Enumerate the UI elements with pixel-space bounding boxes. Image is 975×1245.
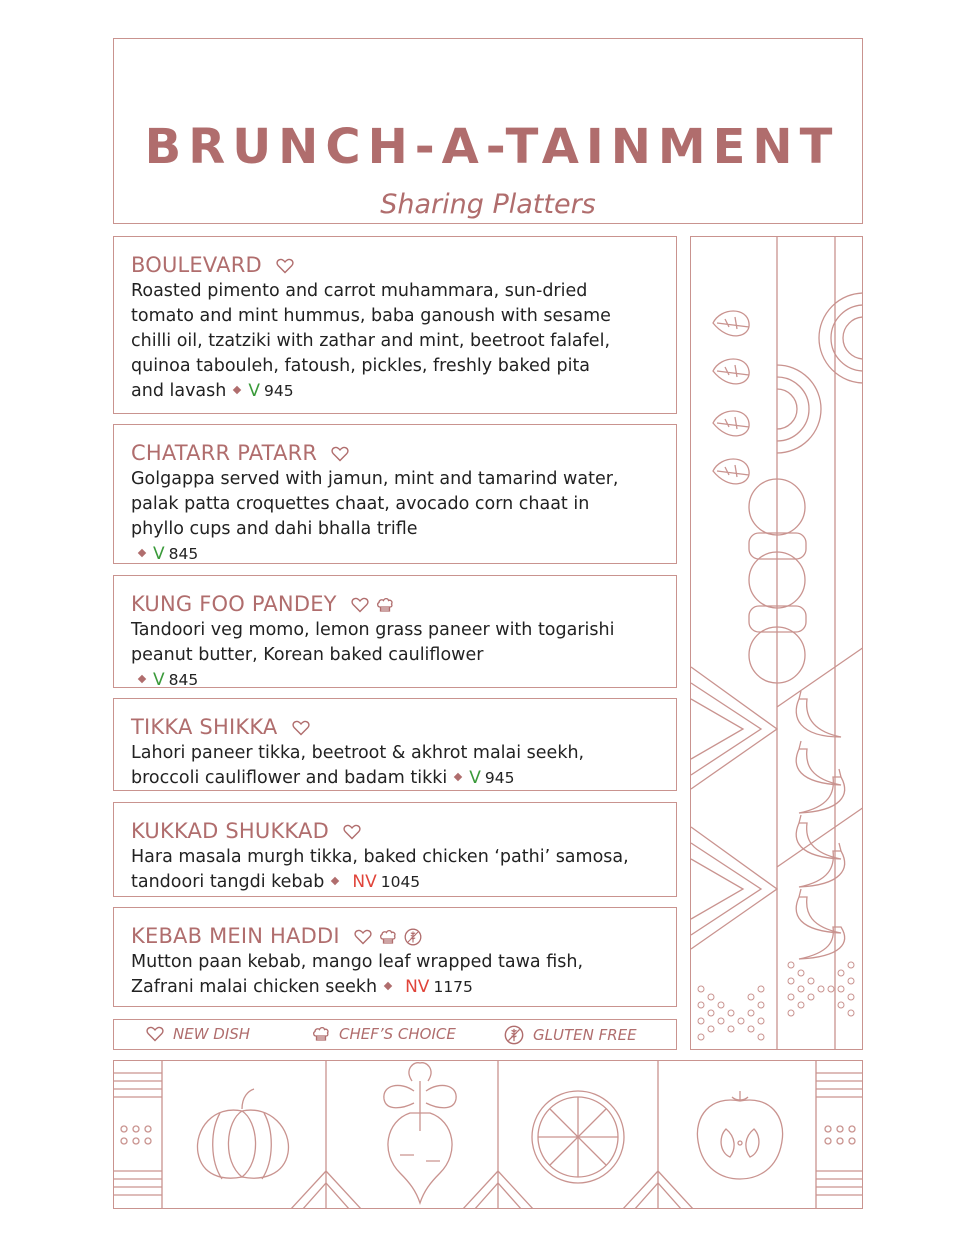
chef-hat-icon <box>312 1026 330 1042</box>
menu-item-kebab-mein-haddi <box>113 907 677 1007</box>
item-name: TIKKA SHIKKA <box>131 715 278 739</box>
diet-label: NV <box>405 977 430 997</box>
legend-chefs-choice <box>312 1025 456 1043</box>
legend <box>113 1019 677 1050</box>
item-price: 945 <box>484 769 515 787</box>
menu-subtitle: Sharing Platters <box>380 189 596 220</box>
menu-item-chatarr-patarr <box>113 424 677 564</box>
item-badges <box>354 928 422 946</box>
menu-item-tikka-shikka <box>113 698 677 791</box>
item-name: BOULEVARD <box>131 253 262 277</box>
diet-label: NV <box>352 872 377 892</box>
desc-line: Mutton paan kebab, mango leaf wrapped tawa fish, <box>131 952 584 972</box>
spinach-leaf-icon <box>713 311 749 336</box>
item-price: 945 <box>264 382 294 400</box>
decorative-footer <box>113 1060 863 1209</box>
desc-line: Golgappa served with jamun, mint and tamarind water, <box>131 469 619 489</box>
chilli-icon <box>796 815 841 859</box>
skewer-illustration <box>691 237 863 1050</box>
desc-line: Roasted pimento and carrot muhammara, sun-dried <box>131 281 588 301</box>
item-description <box>131 618 660 693</box>
spinach-leaf-icon <box>713 411 749 436</box>
chilli-icon <box>799 769 845 813</box>
menu-item-boulevard <box>113 236 677 414</box>
wheat-icon <box>504 1025 524 1045</box>
item-description <box>131 467 660 567</box>
item-description <box>131 845 660 895</box>
separator-diamond <box>331 877 339 885</box>
desc-line: Lahori paneer tikka, beetroot & akhrot malai seekh, <box>131 743 585 763</box>
legend-label: NEW DISH <box>173 1025 251 1043</box>
desc-line: tandoori tangdi kebab <box>131 872 325 892</box>
chef-hat-icon <box>379 929 397 945</box>
diet-label: V <box>153 670 165 690</box>
desc-line: phyllo cups and dahi bhalla trifle <box>131 519 418 539</box>
menu-header <box>113 38 863 224</box>
vegetable-illustrations <box>114 1061 863 1209</box>
desc-line: broccoli cauliflower and badam tikki <box>131 768 448 788</box>
chef-hat-icon <box>376 597 394 613</box>
heart-icon <box>146 1026 164 1042</box>
desc-line: tomato and mint hummus, baba ganoush with sesame <box>131 306 611 326</box>
desc-line: quinoa tabouleh, fatoush, pickles, freshly baked pita <box>131 356 591 376</box>
item-name: KUKKAD SHUKKAD <box>131 819 329 843</box>
heart-icon <box>351 597 369 613</box>
item-badges <box>351 597 394 613</box>
tomato-icon <box>697 1091 782 1179</box>
diet-label: V <box>248 381 261 401</box>
wheat-icon <box>404 928 422 946</box>
item-price: 1175 <box>433 978 473 996</box>
heart-icon <box>331 446 349 462</box>
item-description <box>131 950 660 1000</box>
item-badges <box>343 824 361 840</box>
desc-line: Zafrani malai chicken seekh <box>131 977 378 997</box>
heart-icon <box>292 720 310 736</box>
heart-icon <box>354 929 372 945</box>
diet-label: V <box>469 768 481 788</box>
desc-line: chilli oil, tzatziki with zathar and mint, beetroot falafel, <box>131 331 611 351</box>
item-price: 845 <box>168 671 199 689</box>
heart-icon <box>276 258 294 274</box>
legend-label: GLUTEN FREE <box>533 1026 637 1044</box>
legend-gluten-free <box>504 1025 637 1045</box>
menu-item-kung-foo-pandey <box>113 575 677 688</box>
diet-label: V <box>153 544 165 564</box>
desc-line: palak patta croquettes chaat, avocado corn chaat in <box>131 494 590 514</box>
separator-diamond <box>454 773 462 781</box>
menu-item-kukkad-shukkad <box>113 802 677 897</box>
orange-slice-icon <box>532 1091 624 1183</box>
item-name: KEBAB MEIN HADDI <box>131 924 340 948</box>
separator-diamond <box>138 549 146 557</box>
item-badges <box>276 258 294 274</box>
item-price: 1045 <box>380 873 421 891</box>
separator-diamond <box>384 982 392 990</box>
beetroot-icon <box>384 1063 456 1203</box>
desc-line: Tandoori veg momo, lemon grass paneer with togarishi <box>131 620 615 640</box>
desc-line: and lavash <box>131 381 227 401</box>
heart-icon <box>343 824 361 840</box>
legend-label: CHEF’S CHOICE <box>339 1025 456 1043</box>
chilli-icon <box>796 691 841 737</box>
desc-line: peanut butter, Korean baked cauliflower <box>131 645 484 665</box>
spinach-leaf-icon <box>713 459 749 484</box>
chilli-icon <box>799 843 845 887</box>
separator-diamond <box>138 675 146 683</box>
spinach-leaf-icon <box>713 359 749 384</box>
menu-title: BRUNCH-A-TAINMENT <box>144 119 840 175</box>
decorative-column <box>690 236 863 1050</box>
pumpkin-icon <box>197 1089 288 1179</box>
item-description <box>131 741 660 791</box>
item-badges <box>292 720 310 736</box>
item-description <box>131 279 660 404</box>
item-badges <box>331 446 349 462</box>
chilli-icon <box>796 741 841 785</box>
legend-new-dish <box>146 1025 250 1043</box>
item-price: 845 <box>168 545 199 563</box>
item-name: CHATARR PATARR <box>131 441 318 465</box>
desc-line: Hara masala murgh tikka, baked chicken ‘pathi’ samosa, <box>131 847 629 867</box>
item-name: KUNG FOO PANDEY <box>131 592 337 616</box>
separator-diamond <box>233 386 241 394</box>
